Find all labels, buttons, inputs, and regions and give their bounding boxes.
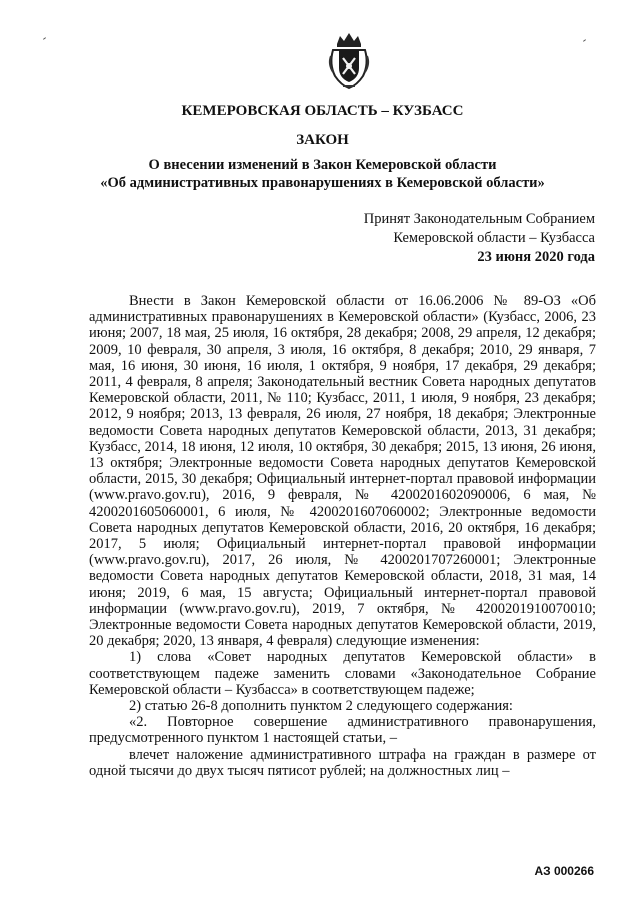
adoption-date: 23 июня 2020 года [477, 249, 595, 265]
adoption-block [364, 210, 595, 267]
intro-paragraph: Внести в Закон Кемеровской области от 16.06.2006 № 89-ОЗ «Об административных правонарушениях в Кемеровской области» (Кузбасс, 2006, 23 июня; 2007, 18 мая, 25 июля, 16 октября, 28 декабря; 2008, 29 апреля, 12 декабря; 2009, 10 февраля, 30 апреля, 3 июля, 16 октября, 8 декабря; 2010, 29 января, 7 мая, 16 июня, 30 июня, 16 июля, 1 октября, 9 ноября, 17 декабря, 29 декабря; 2011, 4 февраля, 8 апреля; Законодательный вестник Совета народных депутатов Кемеровской области, 2011, № 110; Кузбасс, 2011, 1 июля, 9 ноября, 23 декабря; 2012, 9 ноября; 2013, 13 февраля, 26 июля, 27 ноября, 18 декабря; Электронные ведомости Совета народных депутатов Кемеровской области, 2013, 31 декабря; Кузбасс, 2014, 18 июня, 12 июля, 10 октября, 30 декабря; 2015, 13 июня, 26 июня, 13 октября; Электронные ведомости Совета народных депутатов Кемеровской области, 2015, 30 декабря; Официальный интернет-портал правовой информации (www.pravo.gov.ru), 2016, 9 февраля, № 4200201602090006, 6 мая, № 4200201605060001, 6 июля, № 4200201607060002; Электронные ведомости Совета народных депутатов Кемеровской области, 2016, 20 октября, 16 декабря; 2017, 5 июля; Официальный интернет-портал правовой информации (www.pravo.gov.ru), 2017, 26 июля, № 4200201707260001; Электронные ведомости Совета народных депутатов Кемеровской области, 2018, 31 мая, 14 июня; 2019, 6 мая, 15 августа; Официальный интернет-портал правовой информации (www.pravo.gov.ru), 2019, 7 октября, № 4200201910070010; Электронные ведомости Совета народных депутатов Кемеровской области, 2019, 20 декабря; 2020, 13 января, 4 февраля) следующие изменения: [89, 293, 596, 650]
region-heading: КЕМЕРОВСКАЯ ОБЛАСТЬ – КУЗБАСС [181, 103, 464, 119]
document-type-heading: ЗАКОН [296, 132, 349, 148]
scan-speck [43, 37, 46, 40]
law-title-line-1: О внесении изменений в Закон Кемеровской области [148, 157, 497, 173]
quoted-clause-2: влечет наложение административного штрафа на граждан в размере от одной тысячи до двух тысяч пятисот рублей; на должностных лиц – [89, 746, 596, 779]
scan-speck [583, 39, 586, 42]
serial-code: АЗ 000266 [534, 864, 594, 878]
adoption-line-2: Кемеровской области – Кузбасса [393, 230, 595, 246]
law-title-line-2: «Об административных правонарушениях в Кемеровской области» [100, 175, 545, 191]
amendment-item-1: 1) слова «Совет народных депутатов Кемеровской области» в соответствующем падеже заменить словами «Законодательное Собрание Кемеровской области – Кузбасса» в соответствующем падеже; [89, 649, 596, 698]
adoption-line-1: Принят Законодательным Собранием [363, 211, 595, 227]
coat-of-arms-icon [323, 30, 375, 92]
quoted-clause-1: «2. Повторное совершение административного правонарушения, предусмотренного пунктом 1 настоящей статьи, – [89, 714, 596, 747]
amendment-item-2: 2) статью 26-8 дополнить пунктом 2 следующего содержания: [129, 698, 513, 715]
law-body [89, 293, 596, 779]
